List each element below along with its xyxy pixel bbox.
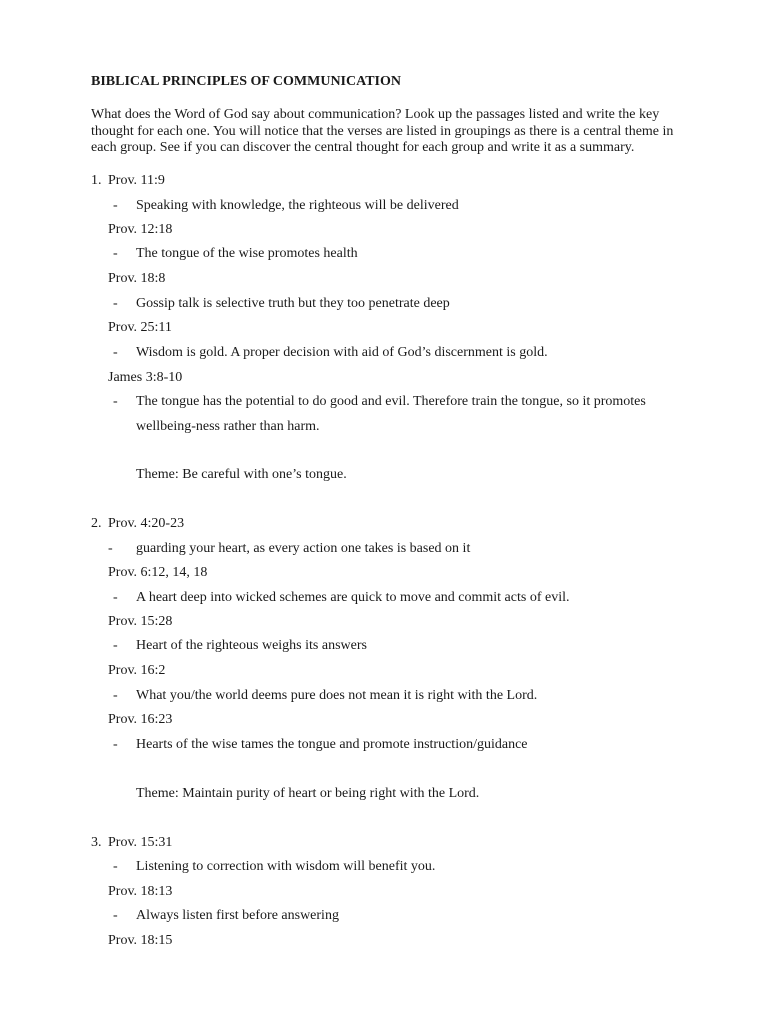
verse-reference: Prov. 15:28 <box>108 614 173 629</box>
bullet-dash: - <box>113 638 118 653</box>
key-thought: The tongue has the potential to do good and evil. Therefore train the tongue, so it promotes <box>136 394 646 409</box>
bullet-dash: - <box>113 296 118 311</box>
verse-reference: Prov. 16:2 <box>108 663 166 678</box>
group-number: 1. <box>91 173 102 188</box>
bullet-dash: - <box>113 198 118 213</box>
page-title: BIBLICAL PRINCIPLES OF COMMUNICATION <box>91 74 401 89</box>
key-thought: A heart deep into wicked schemes are quick to move and commit acts of evil. <box>136 590 570 605</box>
intro-paragraph: What does the Word of God say about communication? Look up the passages listed and write the key thought for each one. You will notice that the verses are listed in groupings as there is a central theme in each group. See if you can discover the central thought for each group and write it as a summary. <box>91 107 674 155</box>
group-number: 2. <box>91 516 102 531</box>
bullet-dash: - <box>113 737 118 752</box>
key-thought: The tongue of the wise promotes health <box>136 246 358 261</box>
bullet-dash: - <box>113 345 118 360</box>
bullet-dash: - <box>108 541 113 556</box>
group-theme: Theme: Be careful with one’s tongue. <box>136 467 347 482</box>
key-thought: Wisdom is gold. A proper decision with aid of God’s discernment is gold. <box>136 345 548 360</box>
bullet-dash: - <box>113 859 118 874</box>
key-thought: Gossip talk is selective truth but they too penetrate deep <box>136 296 450 311</box>
verse-reference: Prov. 25:11 <box>108 320 172 335</box>
key-thought: Listening to correction with wisdom will benefit you. <box>136 859 436 874</box>
key-thought-continued: wellbeing-ness rather than harm. <box>136 419 320 434</box>
verse-reference: Prov. 18:8 <box>108 271 166 286</box>
verse-reference: Prov. 15:31 <box>108 835 173 850</box>
verse-reference: Prov. 11:9 <box>108 173 165 188</box>
bullet-dash: - <box>113 908 118 923</box>
key-thought: Always listen first before answering <box>136 908 339 923</box>
verse-reference: Prov. 16:23 <box>108 712 173 727</box>
bullet-dash: - <box>113 246 118 261</box>
verse-reference: Prov. 18:15 <box>108 933 173 948</box>
key-thought: Heart of the righteous weighs its answers <box>136 638 367 653</box>
bullet-dash: - <box>113 394 118 409</box>
verse-reference: Prov. 18:13 <box>108 884 173 899</box>
key-thought: Hearts of the wise tames the tongue and promote instruction/guidance <box>136 737 528 752</box>
key-thought: What you/the world deems pure does not mean it is right with the Lord. <box>136 688 538 703</box>
key-thought: Speaking with knowledge, the righteous will be delivered <box>136 198 459 213</box>
bullet-dash: - <box>113 590 118 605</box>
group-theme: Theme: Maintain purity of heart or being right with the Lord. <box>136 786 480 801</box>
verse-reference: James 3:8-10 <box>108 370 183 385</box>
bullet-dash: - <box>113 688 118 703</box>
group-number: 3. <box>91 835 102 850</box>
key-thought: guarding your heart, as every action one takes is based on it <box>136 541 471 556</box>
verse-reference: Prov. 4:20-23 <box>108 516 185 531</box>
verse-reference: Prov. 6:12, 14, 18 <box>108 565 208 580</box>
verse-reference: Prov. 12:18 <box>108 222 173 237</box>
